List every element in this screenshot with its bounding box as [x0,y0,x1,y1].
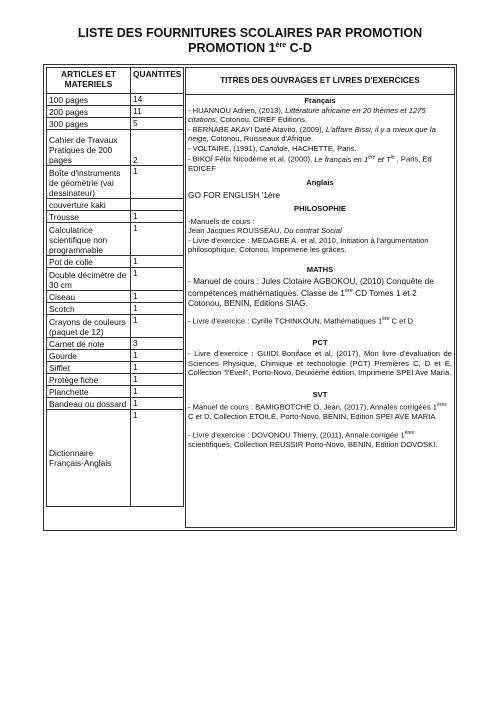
section-heading-pct: PCT [312,337,328,347]
book-entry: - Livre d'exercice : MEDAGBE A. et al, 2010, Initiation à l'argumentation philosophique, Cotonou, Imprimerie les grâces. [188,235,429,255]
section-heading-maths: MATHS [306,264,334,274]
item-qty: 1 [131,410,184,507]
item-qty: 1 [131,256,184,268]
column-header-titres: TITRES DES OUVRAGES ET LIVRES D'EXERCICES [186,68,454,95]
book-entry: GO FOR ENGLISH '1ère [188,190,280,201]
item-qty: 5 [131,118,184,130]
item-article: Ciseau [47,291,131,303]
item-qty: 1 [131,166,184,199]
book-entry: - BERNABE AKAYI Daté Atavito, (2009), L'affaire Bissi, il y a mieux que la neige, Cotonou, Ruisseaux d'Afrique. [188,124,436,143]
item-qty: 1 [131,211,184,223]
item-qty: 1 [131,362,184,374]
section-heading-svt: SVT [312,389,328,399]
book-entry: - Manuel de cours : BAMIGBOTCHE O. Jean, (2017), Annales corrigées 1ères C et D, Collection ETOILE, Porto-Novo, BENIN, Edition SPEI AVE MARIA [188,402,447,422]
item-qty: 1 [131,374,184,386]
book-entry: - VOLTAIRE, (1991), Candide, HACHETTE, Paris. [188,143,357,153]
book-entry: - Livre d'exercice : GUIDI Boniface et al, (2017), Mon livre d'évaluation de Sciences Physique, Chimique et technologie (PCT) Premières C, D et E, Collection "l'Eveil", Porto-Novo, Deuxième édition, Imprimerie SPEI Ave Maria. [188,349,452,378]
supplies-table [46,67,184,507]
item-qty: 1 [131,223,184,256]
section-heading-francais: Français [304,96,336,105]
page-title: LISTE DES FOURNITURES SCOLAIRES PAR PROMOTION [77,26,423,40]
item-qty: 14 [131,94,184,106]
item-qty: 1 [131,303,184,315]
item-article: Carnet de note [47,338,131,350]
item-qty [131,199,184,211]
item-article: Sifflet [47,362,131,374]
item-article: Gourde [47,350,131,362]
column-header-articles: ARTICLES ET MATERIELS [47,68,131,94]
item-article: Cahier de Travaux Pratiques de 200 pages [47,130,131,166]
item-qty: 11 [131,106,184,118]
item-article: Planchette [47,386,131,398]
book-entry: - Livre d'exercice : Cyrille TCHINKOUN, Mathématiques 1ère C et D [188,315,414,326]
item-qty: 1 [131,398,184,410]
item-article: Bandeau ou dossard [47,398,131,410]
item-qty: 1 [131,291,184,303]
book-entry: - Livre d'exercice : DOVONOU Thierry, (2011), Annale corrigée 1ères scientifiques, Collection REUSSIR Porto-Novo, BENIN, Edition DOVOSKI. [188,429,438,449]
item-qty: 1 [131,386,184,398]
section-heading-anglais: Anglais [306,177,334,187]
book-entry: - HUANNOU Adrien, (2013), Littérature africaine en 20 thèmes et 1275 citations, Cotonou, CIREF Editions. [188,105,426,124]
books-content [188,94,452,449]
item-article: Dictionnaire Français-Anglais [47,410,131,507]
item-article: couverture kaki [47,199,131,211]
book-entry: Jean Jacques ROUSSEAU, Du contrat Social [188,226,342,236]
item-qty: 1 [131,268,184,291]
book-entry: - BIKOÏ Félix Nicodème et al, (2000), Le français en 1ère et $T^{le}$ , Paris, Ed EDICEF [188,154,432,174]
item-article: 100 pages [47,94,131,106]
item-article: Calculatrice scientifique non programmable [47,223,131,256]
section-heading-philosophie: PHILOSOPHIE [294,204,346,214]
item-article: Trousse [47,211,131,223]
books-column [185,67,455,528]
item-article: Boîte d'instruments de géométrie (vai dessinateur) [47,166,131,199]
item-article: Scotch [47,303,131,315]
item-qty: 2 [131,130,184,166]
page-subtitle: PROMOTION 1ère C-D [188,41,312,55]
item-qty: 1 [131,315,184,338]
item-article: 200 pages [47,106,131,118]
book-entry: - Manuel de cours : Jules Clotaire AGBOKOU, (2010) Conquête de compétences mathématiques. Classe de 1ère CD Tomes 1 et 2 Cotonou, BENIN, Editions SIAG. [188,276,434,308]
book-entry: -Manuels de cours : [188,216,255,226]
item-article: 300 pages [47,118,131,130]
item-article: Protège fiche [47,374,131,386]
item-qty: 3 [131,338,184,350]
item-article: Double décimètre de 30 cm [47,268,131,291]
item-article: Crayons de couleurs (paquet de 12) [47,315,131,338]
item-qty: 1 [131,350,184,362]
column-header-quantites: QUANTITES [131,68,184,94]
item-article: Pot de colle [47,256,131,268]
